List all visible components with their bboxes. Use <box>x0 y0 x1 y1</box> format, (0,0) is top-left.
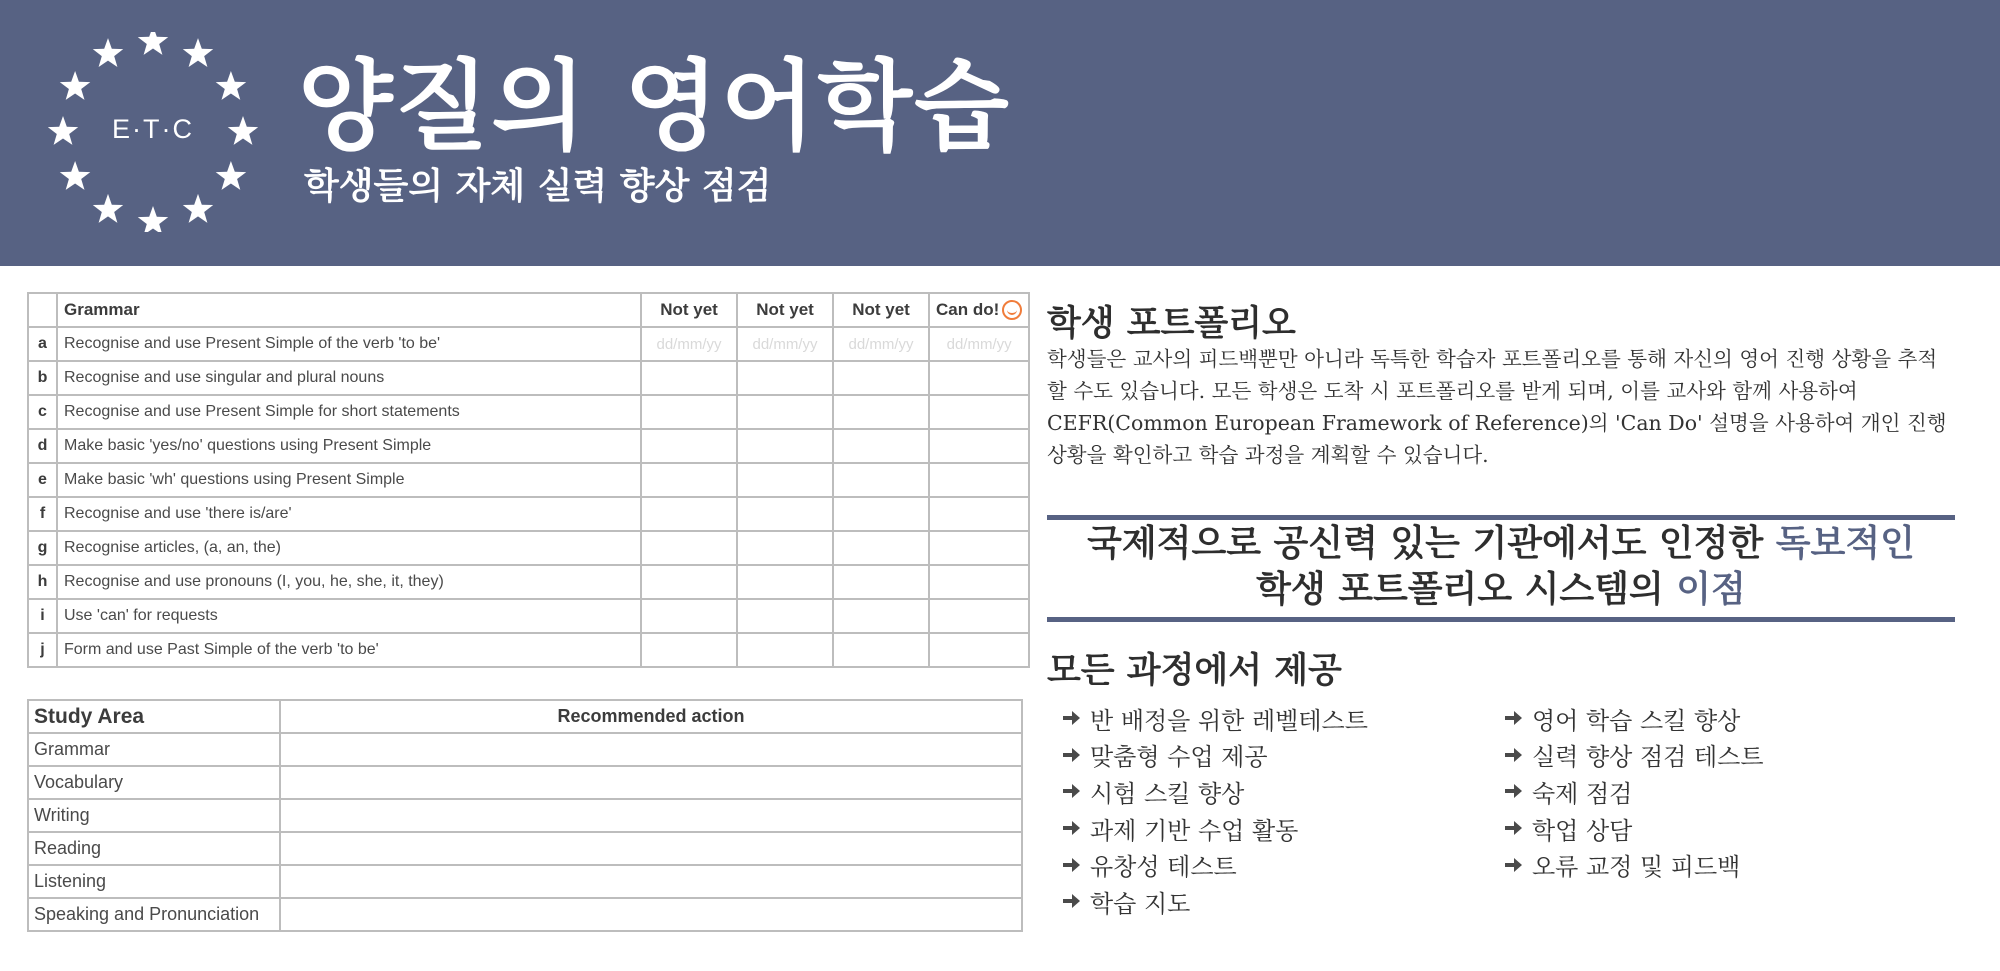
date-cell[interactable] <box>737 395 833 429</box>
row-description: Recognise and use Present Simple for short statements <box>57 395 641 429</box>
highlight-line-2-main: 학생 포트폴리오 시스템의 <box>1256 569 1677 610</box>
date-cell[interactable] <box>833 361 929 395</box>
date-cell[interactable] <box>641 599 737 633</box>
star-icon <box>138 32 168 55</box>
offer-list-right <box>1503 700 1764 883</box>
highlight-bottom-rule <box>1047 617 1955 622</box>
offer-item <box>1061 737 1368 774</box>
date-cell[interactable] <box>833 633 929 667</box>
date-cell[interactable]: dd/mm/yy <box>737 327 833 361</box>
row-letter: h <box>28 565 57 599</box>
highlight-top-rule <box>1047 515 1955 520</box>
date-cell[interactable] <box>641 429 737 463</box>
study-area-header: Study Area <box>28 700 280 733</box>
date-cell[interactable] <box>737 497 833 531</box>
date-cell[interactable] <box>641 361 737 395</box>
study-area-cell: Reading <box>28 832 280 865</box>
offer-list-left <box>1061 700 1368 920</box>
recommended-action-cell[interactable] <box>280 733 1022 766</box>
date-cell[interactable] <box>929 361 1029 395</box>
date-cell[interactable] <box>737 531 833 565</box>
offer-item <box>1503 846 1764 883</box>
header-banner <box>0 0 2000 266</box>
offer-item <box>1061 846 1368 883</box>
study-header-row <box>28 700 1022 733</box>
study-area-cell: Grammar <box>28 733 280 766</box>
row-description: Make basic 'yes/no' questions using Present Simple <box>57 429 641 463</box>
row-description: Form and use Past Simple of the verb 'to be' <box>57 633 641 667</box>
study-area-cell: Writing <box>28 799 280 832</box>
date-cell[interactable] <box>641 497 737 531</box>
date-cell[interactable] <box>929 599 1029 633</box>
offer-item <box>1503 773 1764 810</box>
status-header-can-do <box>929 293 1029 327</box>
arrow-right-icon <box>1061 745 1081 765</box>
recommended-action-cell[interactable] <box>280 799 1022 832</box>
highlight-statement <box>1047 521 1955 613</box>
arrow-right-icon <box>1061 818 1081 838</box>
recommended-action-header: Recommended action <box>280 700 1022 733</box>
date-cell[interactable] <box>929 497 1029 531</box>
star-icon <box>216 71 247 100</box>
star-icon <box>216 161 247 190</box>
row-letter: b <box>28 361 57 395</box>
offer-item-label: 시험 스킬 향상 <box>1090 779 1245 808</box>
row-description: Recognise and use Present Simple of the verb 'to be' <box>57 327 641 361</box>
offer-item-label: 실력 향상 점검 테스트 <box>1532 743 1764 772</box>
logo-text: E·T·C <box>112 114 194 144</box>
date-cell[interactable] <box>833 531 929 565</box>
date-cell[interactable] <box>737 463 833 497</box>
checklist-row <box>28 429 1029 463</box>
checklist-row <box>28 633 1029 667</box>
offer-item <box>1503 737 1764 774</box>
highlight-line-1-main: 국제적으로 공신력 있는 기관에서도 인정한 <box>1087 523 1776 564</box>
row-description: Recognise and use 'there is/are' <box>57 497 641 531</box>
date-cell[interactable] <box>833 497 929 531</box>
checklist-row <box>28 497 1029 531</box>
date-cell[interactable] <box>737 565 833 599</box>
study-row <box>28 832 1022 865</box>
date-cell[interactable] <box>929 463 1029 497</box>
date-cell[interactable] <box>929 565 1029 599</box>
date-cell[interactable]: dd/mm/yy <box>833 327 929 361</box>
date-cell[interactable] <box>641 633 737 667</box>
portfolio-description: 학생들은 교사의 피드백뿐만 아니라 독특한 학습자 포트폴리오를 통해 자신의 영어 진행 상황을 추적할 수도 있습니다. 모든 학생은 도착 시 포트폴리오를 받게 되며, 이를 교사와 함께 사용하여 CEFR(Common European Framework of Reference)의 'Can Do' 설명을 사용하여 개인 진행 상황을 확인하고 학습 과정을 계획할 수 있습니다. <box>1047 347 1947 467</box>
date-cell[interactable] <box>641 531 737 565</box>
row-letter: i <box>28 599 57 633</box>
checklist-header-row <box>28 293 1029 327</box>
row-letter: e <box>28 463 57 497</box>
offer-item-label: 학업 상담 <box>1532 816 1633 845</box>
date-cell[interactable] <box>833 463 929 497</box>
offer-item-label: 영어 학습 스킬 향상 <box>1532 706 1741 735</box>
study-area-cell: Speaking and Pronunciation <box>28 898 280 931</box>
arrow-right-icon <box>1061 891 1081 911</box>
recommended-action-cell[interactable] <box>280 766 1022 799</box>
offer-item <box>1061 883 1368 920</box>
checklist-row <box>28 599 1029 633</box>
status-header-not-yet-1: Not yet <box>641 293 737 327</box>
page-title: 양질의 영어학습 <box>298 50 1011 164</box>
grammar-checklist-table <box>27 292 1030 668</box>
row-description: Use 'can' for requests <box>57 599 641 633</box>
date-cell[interactable] <box>641 395 737 429</box>
date-cell[interactable] <box>929 429 1029 463</box>
offer-item-label: 맞춤형 수업 제공 <box>1090 743 1268 772</box>
study-row <box>28 865 1022 898</box>
highlight-line-2 <box>1047 567 1955 613</box>
checklist-row <box>28 361 1029 395</box>
checklist-row <box>28 531 1029 565</box>
offer-item <box>1061 700 1368 737</box>
checklist-title: Grammar <box>57 293 641 327</box>
date-cell[interactable] <box>929 395 1029 429</box>
date-cell[interactable] <box>929 531 1029 565</box>
offer-item <box>1503 810 1764 847</box>
study-area-table <box>27 699 1023 932</box>
date-cell[interactable] <box>641 565 737 599</box>
star-icon <box>93 194 123 223</box>
checklist-row <box>28 395 1029 429</box>
row-letter: d <box>28 429 57 463</box>
date-cell[interactable] <box>737 599 833 633</box>
highlight-line-1 <box>1047 521 1955 567</box>
arrow-right-icon <box>1503 818 1523 838</box>
star-icon <box>183 38 213 67</box>
arrow-right-icon <box>1061 855 1081 875</box>
offer-item <box>1061 773 1368 810</box>
date-cell[interactable] <box>641 463 737 497</box>
date-cell[interactable] <box>929 633 1029 667</box>
row-letter: g <box>28 531 57 565</box>
portfolio-heading: 학생 포트폴리오 <box>1047 304 1296 344</box>
smiley-icon <box>1002 300 1022 320</box>
star-icon <box>183 194 213 223</box>
arrow-right-icon <box>1061 781 1081 801</box>
recommended-action-cell[interactable] <box>280 898 1022 931</box>
status-header-not-yet-3: Not yet <box>833 293 929 327</box>
date-cell[interactable]: dd/mm/yy <box>929 327 1029 361</box>
highlight-line-1-accent: 독보적인 <box>1775 523 1915 564</box>
offer-item-label: 과제 기반 수업 활동 <box>1090 816 1299 845</box>
offer-item-label: 숙제 점검 <box>1532 779 1633 808</box>
arrow-right-icon <box>1503 855 1523 875</box>
star-icon <box>93 38 123 67</box>
date-cell[interactable] <box>833 599 929 633</box>
row-letter: c <box>28 395 57 429</box>
row-description: Recognise articles, (a, an, the) <box>57 531 641 565</box>
can-do-label: Can do! <box>936 299 1000 319</box>
study-area-cell: Vocabulary <box>28 766 280 799</box>
star-icon <box>138 206 168 232</box>
date-cell[interactable] <box>737 633 833 667</box>
arrow-right-icon <box>1503 708 1523 728</box>
offer-item-label: 반 배정을 위한 레벨테스트 <box>1090 706 1368 735</box>
row-description: Recognise and use singular and plural nouns <box>57 361 641 395</box>
date-cell[interactable] <box>833 395 929 429</box>
page-subtitle: 학생들의 자체 실력 향상 점검 <box>304 166 772 207</box>
recommended-action-cell[interactable] <box>280 832 1022 865</box>
study-row <box>28 799 1022 832</box>
row-letter: f <box>28 497 57 531</box>
offer-item <box>1061 810 1368 847</box>
highlight-line-2-accent: 이점 <box>1676 569 1746 610</box>
row-description: Recognise and use pronouns (I, you, he, she, it, they) <box>57 565 641 599</box>
arrow-right-icon <box>1061 708 1081 728</box>
date-cell[interactable] <box>737 429 833 463</box>
checklist-row <box>28 327 1029 361</box>
study-row <box>28 733 1022 766</box>
row-letter: j <box>28 633 57 667</box>
checklist-corner-cell <box>28 293 57 327</box>
star-icon <box>60 161 91 190</box>
row-description: Make basic 'wh' questions using Present Simple <box>57 463 641 497</box>
study-row <box>28 766 1022 799</box>
star-icon <box>60 71 91 100</box>
date-cell[interactable]: dd/mm/yy <box>641 327 737 361</box>
arrow-right-icon <box>1503 781 1523 801</box>
arrow-right-icon <box>1503 745 1523 765</box>
offer-item-label: 학습 지도 <box>1090 889 1191 918</box>
offer-item <box>1503 700 1764 737</box>
recommended-action-cell[interactable] <box>280 865 1022 898</box>
date-cell[interactable] <box>833 429 929 463</box>
date-cell[interactable] <box>833 565 929 599</box>
date-cell[interactable] <box>737 361 833 395</box>
checklist-row <box>28 565 1029 599</box>
offer-item-label: 유창성 테스트 <box>1090 853 1237 882</box>
study-area-cell: Listening <box>28 865 280 898</box>
checklist-row <box>28 463 1029 497</box>
offer-heading: 모든 과정에서 제공 <box>1047 651 1342 691</box>
status-header-not-yet-2: Not yet <box>737 293 833 327</box>
row-letter: a <box>28 327 57 361</box>
study-row <box>28 898 1022 931</box>
offer-item-label: 오류 교정 및 피드백 <box>1532 853 1741 882</box>
